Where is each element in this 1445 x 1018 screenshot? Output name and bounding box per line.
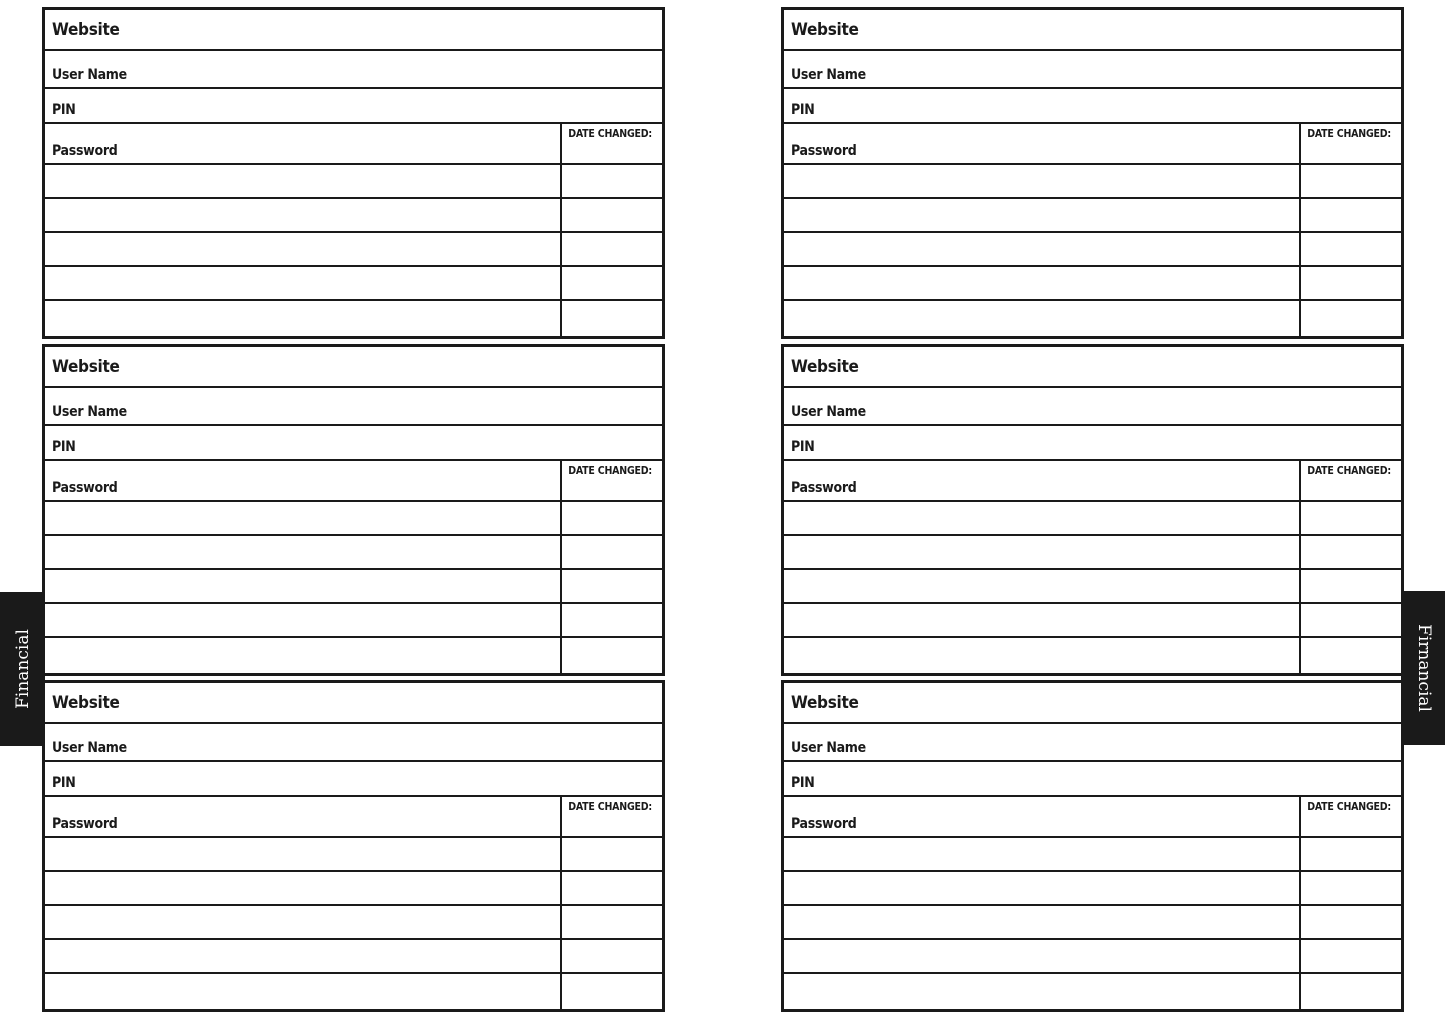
password-header-row — [784, 797, 1401, 838]
date-changed-field[interactable] — [562, 940, 662, 972]
password-entry-row — [784, 570, 1401, 604]
date-changed-field[interactable] — [1301, 536, 1401, 568]
password-entry-row — [784, 940, 1401, 974]
password-entry-row — [784, 267, 1401, 301]
date-changed-field[interactable] — [562, 199, 662, 231]
section-tab-right[interactable] — [1401, 591, 1445, 745]
user-name-label: User Name — [791, 404, 866, 420]
column-divider — [560, 797, 562, 836]
password-entry-row — [45, 940, 662, 974]
password-entry-row — [45, 906, 662, 940]
password-entry-field[interactable] — [45, 638, 560, 673]
date-changed-field[interactable] — [562, 570, 662, 602]
website-label: Website — [791, 20, 859, 40]
password-entry-field[interactable] — [45, 838, 560, 870]
pin-row — [45, 426, 662, 461]
pin-row — [784, 762, 1401, 797]
user-name-row — [45, 724, 662, 762]
date-changed-field[interactable] — [562, 267, 662, 299]
password-entry-field[interactable] — [45, 267, 560, 299]
password-entry-row — [784, 165, 1401, 199]
password-entry-row — [45, 165, 662, 199]
user-name-row — [45, 51, 662, 89]
user-name-label: User Name — [52, 404, 127, 420]
password-entry-field[interactable] — [784, 838, 1299, 870]
password-entry-field[interactable] — [784, 906, 1299, 938]
section-tab-right-label: Firnancial — [1413, 624, 1434, 712]
website-label: Website — [791, 693, 859, 713]
column-divider — [560, 124, 562, 163]
date-changed-field[interactable] — [1301, 165, 1401, 197]
website-row — [784, 10, 1401, 51]
password-entry-field[interactable] — [784, 940, 1299, 972]
pin-label: PIN — [52, 775, 76, 791]
password-entry-row — [784, 502, 1401, 536]
user-name-label: User Name — [791, 740, 866, 756]
password-entry-field[interactable] — [784, 199, 1299, 231]
date-changed-field[interactable] — [562, 301, 662, 336]
password-entry-field[interactable] — [784, 165, 1299, 197]
website-row — [45, 347, 662, 388]
date-changed-label: DATE CHANGED: — [568, 801, 652, 813]
date-changed-field[interactable] — [562, 906, 662, 938]
password-entry-field[interactable] — [45, 872, 560, 904]
pin-row — [784, 426, 1401, 461]
password-entry-row — [784, 974, 1401, 1009]
date-changed-field[interactable] — [562, 604, 662, 636]
password-entry-field[interactable] — [45, 165, 560, 197]
password-entry-row — [45, 872, 662, 906]
pin-label: PIN — [791, 439, 815, 455]
password-entry-row — [45, 199, 662, 233]
password-card — [42, 680, 665, 1012]
password-entry-field[interactable] — [45, 233, 560, 265]
password-entry-field[interactable] — [784, 604, 1299, 636]
password-header-label: Password — [52, 480, 118, 496]
password-entry-field[interactable] — [784, 536, 1299, 568]
date-changed-field[interactable] — [1301, 906, 1401, 938]
password-entry-field[interactable] — [45, 604, 560, 636]
date-changed-field[interactable] — [1301, 604, 1401, 636]
user-name-row — [45, 388, 662, 426]
password-header-row — [45, 124, 662, 165]
password-header-row — [784, 461, 1401, 502]
date-changed-label: DATE CHANGED: — [1307, 465, 1391, 477]
password-header-label: Password — [791, 480, 857, 496]
section-tab-left[interactable] — [0, 592, 45, 746]
password-header-row — [45, 797, 662, 838]
password-entry-row — [45, 502, 662, 536]
password-header-label: Password — [791, 816, 857, 832]
website-label: Website — [791, 357, 859, 377]
website-row — [45, 10, 662, 51]
date-changed-field[interactable] — [562, 638, 662, 673]
section-tab-left-label: Financial — [12, 629, 33, 709]
password-entry-field[interactable] — [45, 536, 560, 568]
password-entry-field[interactable] — [784, 267, 1299, 299]
date-changed-field[interactable] — [1301, 301, 1401, 336]
password-card — [781, 344, 1404, 676]
password-card — [781, 7, 1404, 339]
password-header-row — [784, 124, 1401, 165]
password-header-label: Password — [52, 143, 118, 159]
date-changed-field[interactable] — [1301, 872, 1401, 904]
date-changed-field[interactable] — [1301, 838, 1401, 870]
password-entry-field[interactable] — [45, 570, 560, 602]
column-divider — [1299, 797, 1301, 836]
password-entry-field[interactable] — [45, 301, 560, 336]
password-entry-row — [784, 906, 1401, 940]
password-entry-field[interactable] — [784, 872, 1299, 904]
password-entry-row — [45, 570, 662, 604]
password-entry-row — [45, 638, 662, 673]
pin-row — [784, 89, 1401, 124]
password-entry-row — [784, 638, 1401, 673]
password-entry-row — [45, 233, 662, 267]
password-entry-field[interactable] — [45, 906, 560, 938]
date-changed-field[interactable] — [1301, 502, 1401, 534]
password-entry-field[interactable] — [784, 301, 1299, 336]
date-changed-field[interactable] — [1301, 570, 1401, 602]
column-divider — [1299, 461, 1301, 500]
password-entry-row — [45, 536, 662, 570]
password-card — [781, 680, 1404, 1012]
password-entry-field[interactable] — [784, 502, 1299, 534]
password-header-label: Password — [791, 143, 857, 159]
website-label: Website — [52, 357, 120, 377]
user-name-label: User Name — [52, 740, 127, 756]
date-changed-field[interactable] — [562, 233, 662, 265]
pin-row — [45, 89, 662, 124]
date-changed-field[interactable] — [562, 502, 662, 534]
user-name-row — [784, 724, 1401, 762]
date-changed-field[interactable] — [1301, 233, 1401, 265]
date-changed-label: DATE CHANGED: — [1307, 128, 1391, 140]
website-row — [784, 347, 1401, 388]
website-label: Website — [52, 693, 120, 713]
password-header-label: Password — [52, 816, 118, 832]
password-entry-field[interactable] — [45, 940, 560, 972]
website-row — [45, 683, 662, 724]
password-entry-field[interactable] — [784, 233, 1299, 265]
date-changed-field[interactable] — [562, 838, 662, 870]
date-changed-label: DATE CHANGED: — [1307, 801, 1391, 813]
password-entry-row — [784, 872, 1401, 906]
password-entry-row — [784, 604, 1401, 638]
password-entry-field[interactable] — [45, 974, 560, 1009]
password-entry-row — [45, 301, 662, 336]
user-name-label: User Name — [791, 67, 866, 83]
password-entry-field[interactable] — [784, 974, 1299, 1009]
date-changed-field[interactable] — [562, 165, 662, 197]
date-changed-label: DATE CHANGED: — [568, 128, 652, 140]
user-name-label: User Name — [52, 67, 127, 83]
pin-row — [45, 762, 662, 797]
password-card — [42, 344, 665, 676]
pin-label: PIN — [791, 775, 815, 791]
date-changed-field[interactable] — [562, 536, 662, 568]
password-entry-row — [784, 233, 1401, 267]
password-entry-row — [45, 974, 662, 1009]
column-divider — [560, 461, 562, 500]
password-entry-field[interactable] — [784, 570, 1299, 602]
pin-label: PIN — [52, 102, 76, 118]
column-divider — [1299, 124, 1301, 163]
date-changed-field[interactable] — [1301, 974, 1401, 1009]
password-entry-row — [784, 301, 1401, 336]
date-changed-field[interactable] — [1301, 199, 1401, 231]
password-entry-row — [784, 536, 1401, 570]
date-changed-field[interactable] — [1301, 940, 1401, 972]
user-name-row — [784, 388, 1401, 426]
date-changed-label: DATE CHANGED: — [568, 465, 652, 477]
date-changed-field[interactable] — [1301, 638, 1401, 673]
password-entry-field[interactable] — [784, 638, 1299, 673]
password-entry-field[interactable] — [45, 199, 560, 231]
website-label: Website — [52, 20, 120, 40]
password-entry-row — [784, 199, 1401, 233]
date-changed-field[interactable] — [562, 872, 662, 904]
date-changed-field[interactable] — [1301, 267, 1401, 299]
pin-label: PIN — [52, 439, 76, 455]
password-entry-row — [45, 838, 662, 872]
date-changed-field[interactable] — [562, 974, 662, 1009]
website-row — [784, 683, 1401, 724]
password-card — [42, 7, 665, 339]
password-entry-row — [45, 604, 662, 638]
password-entry-row — [784, 838, 1401, 872]
pin-label: PIN — [791, 102, 815, 118]
password-entry-field[interactable] — [45, 502, 560, 534]
user-name-row — [784, 51, 1401, 89]
password-header-row — [45, 461, 662, 502]
password-entry-row — [45, 267, 662, 301]
